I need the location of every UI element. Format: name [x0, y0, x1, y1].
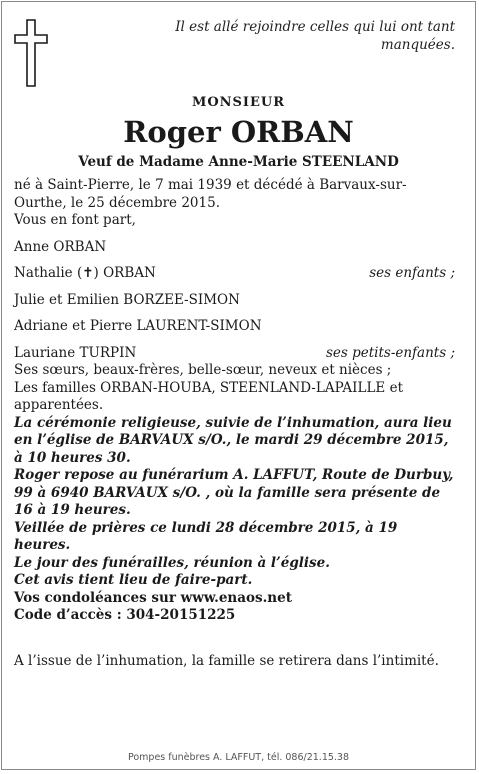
birth-death-info: né à Saint-Pierre, le 7 mai 1939 et décédé à Barvaux-sur-Ourthe, le 25 décembre 2015. — [14, 177, 407, 211]
family-row — [14, 292, 455, 310]
condolences-info: Vos condoléances sur www.enaos.net — [14, 589, 292, 606]
family-names: Lauriane TURPIN — [14, 344, 137, 361]
meeting-info: Le jour des funérailles, réunion à l’église. — [14, 554, 330, 571]
cross-icon — [14, 19, 48, 87]
family-row — [14, 265, 455, 283]
ceremony-info: La cérémonie religieuse, suivie de l’inhumation, aura lieu en l’église de BARVAUX s/O., le mardi 29 décembre 2015, à 10 heures 30. — [14, 414, 452, 466]
funerarium-info: Roger repose au funérarium A. LAFFUT, Route de Durbuy, 99 à 6940 BARVAUX s/O. , où la famille sera présente de 16 à 19 heures. — [14, 467, 454, 518]
notice-info: Cet avis tient lieu de faire-part. — [14, 572, 253, 588]
announcement-line: Vous en font part, — [14, 212, 136, 228]
family-row — [14, 345, 455, 363]
family-row — [14, 318, 455, 336]
family-row — [14, 239, 455, 257]
relatives-line: Ses sœurs, beaux-frères, belle-sœur, neveux et nièces ; — [14, 362, 392, 378]
families-line: Les familles ORBAN-HOUBA, STEENLAND-LAPAILLE et apparentées. — [14, 379, 403, 413]
family-names: Anne ORBAN — [14, 238, 107, 255]
obituary-notice — [1, 1, 476, 770]
closing-note: A l’issue de l’inhumation, la famille se retirera dans l’intimité. — [14, 652, 439, 669]
funeral-home-footer: Pompes funèbres A. LAFFUT, tél. 086/21.15.38 — [127, 752, 350, 763]
title-prefix: MONSIEUR — [191, 95, 286, 110]
family-names: Adriane et Pierre LAURENT-SIMON — [14, 318, 262, 334]
notice-body — [14, 177, 455, 670]
family-role: ses enfants ; — [369, 265, 455, 281]
vigil-info: Veillée de prières ce lundi 28 décembre 2015, à 19 heures. — [14, 519, 398, 553]
widower-of: Veuf de Madame Anne-Marie STEENLAND — [78, 154, 399, 170]
deceased-name: Roger ORBAN — [123, 115, 354, 149]
access-code: Code d’accès : 304-20151225 — [14, 607, 236, 623]
family-names: Nathalie (✝) ORBAN — [14, 265, 156, 281]
family-names: Julie et Emilien BORZEE-SIMON — [14, 291, 240, 308]
family-role: ses petits-enfants ; — [325, 344, 455, 361]
epigraph-quote: Il est allé rejoindre celles qui lui ont tant manquées. — [175, 19, 455, 53]
